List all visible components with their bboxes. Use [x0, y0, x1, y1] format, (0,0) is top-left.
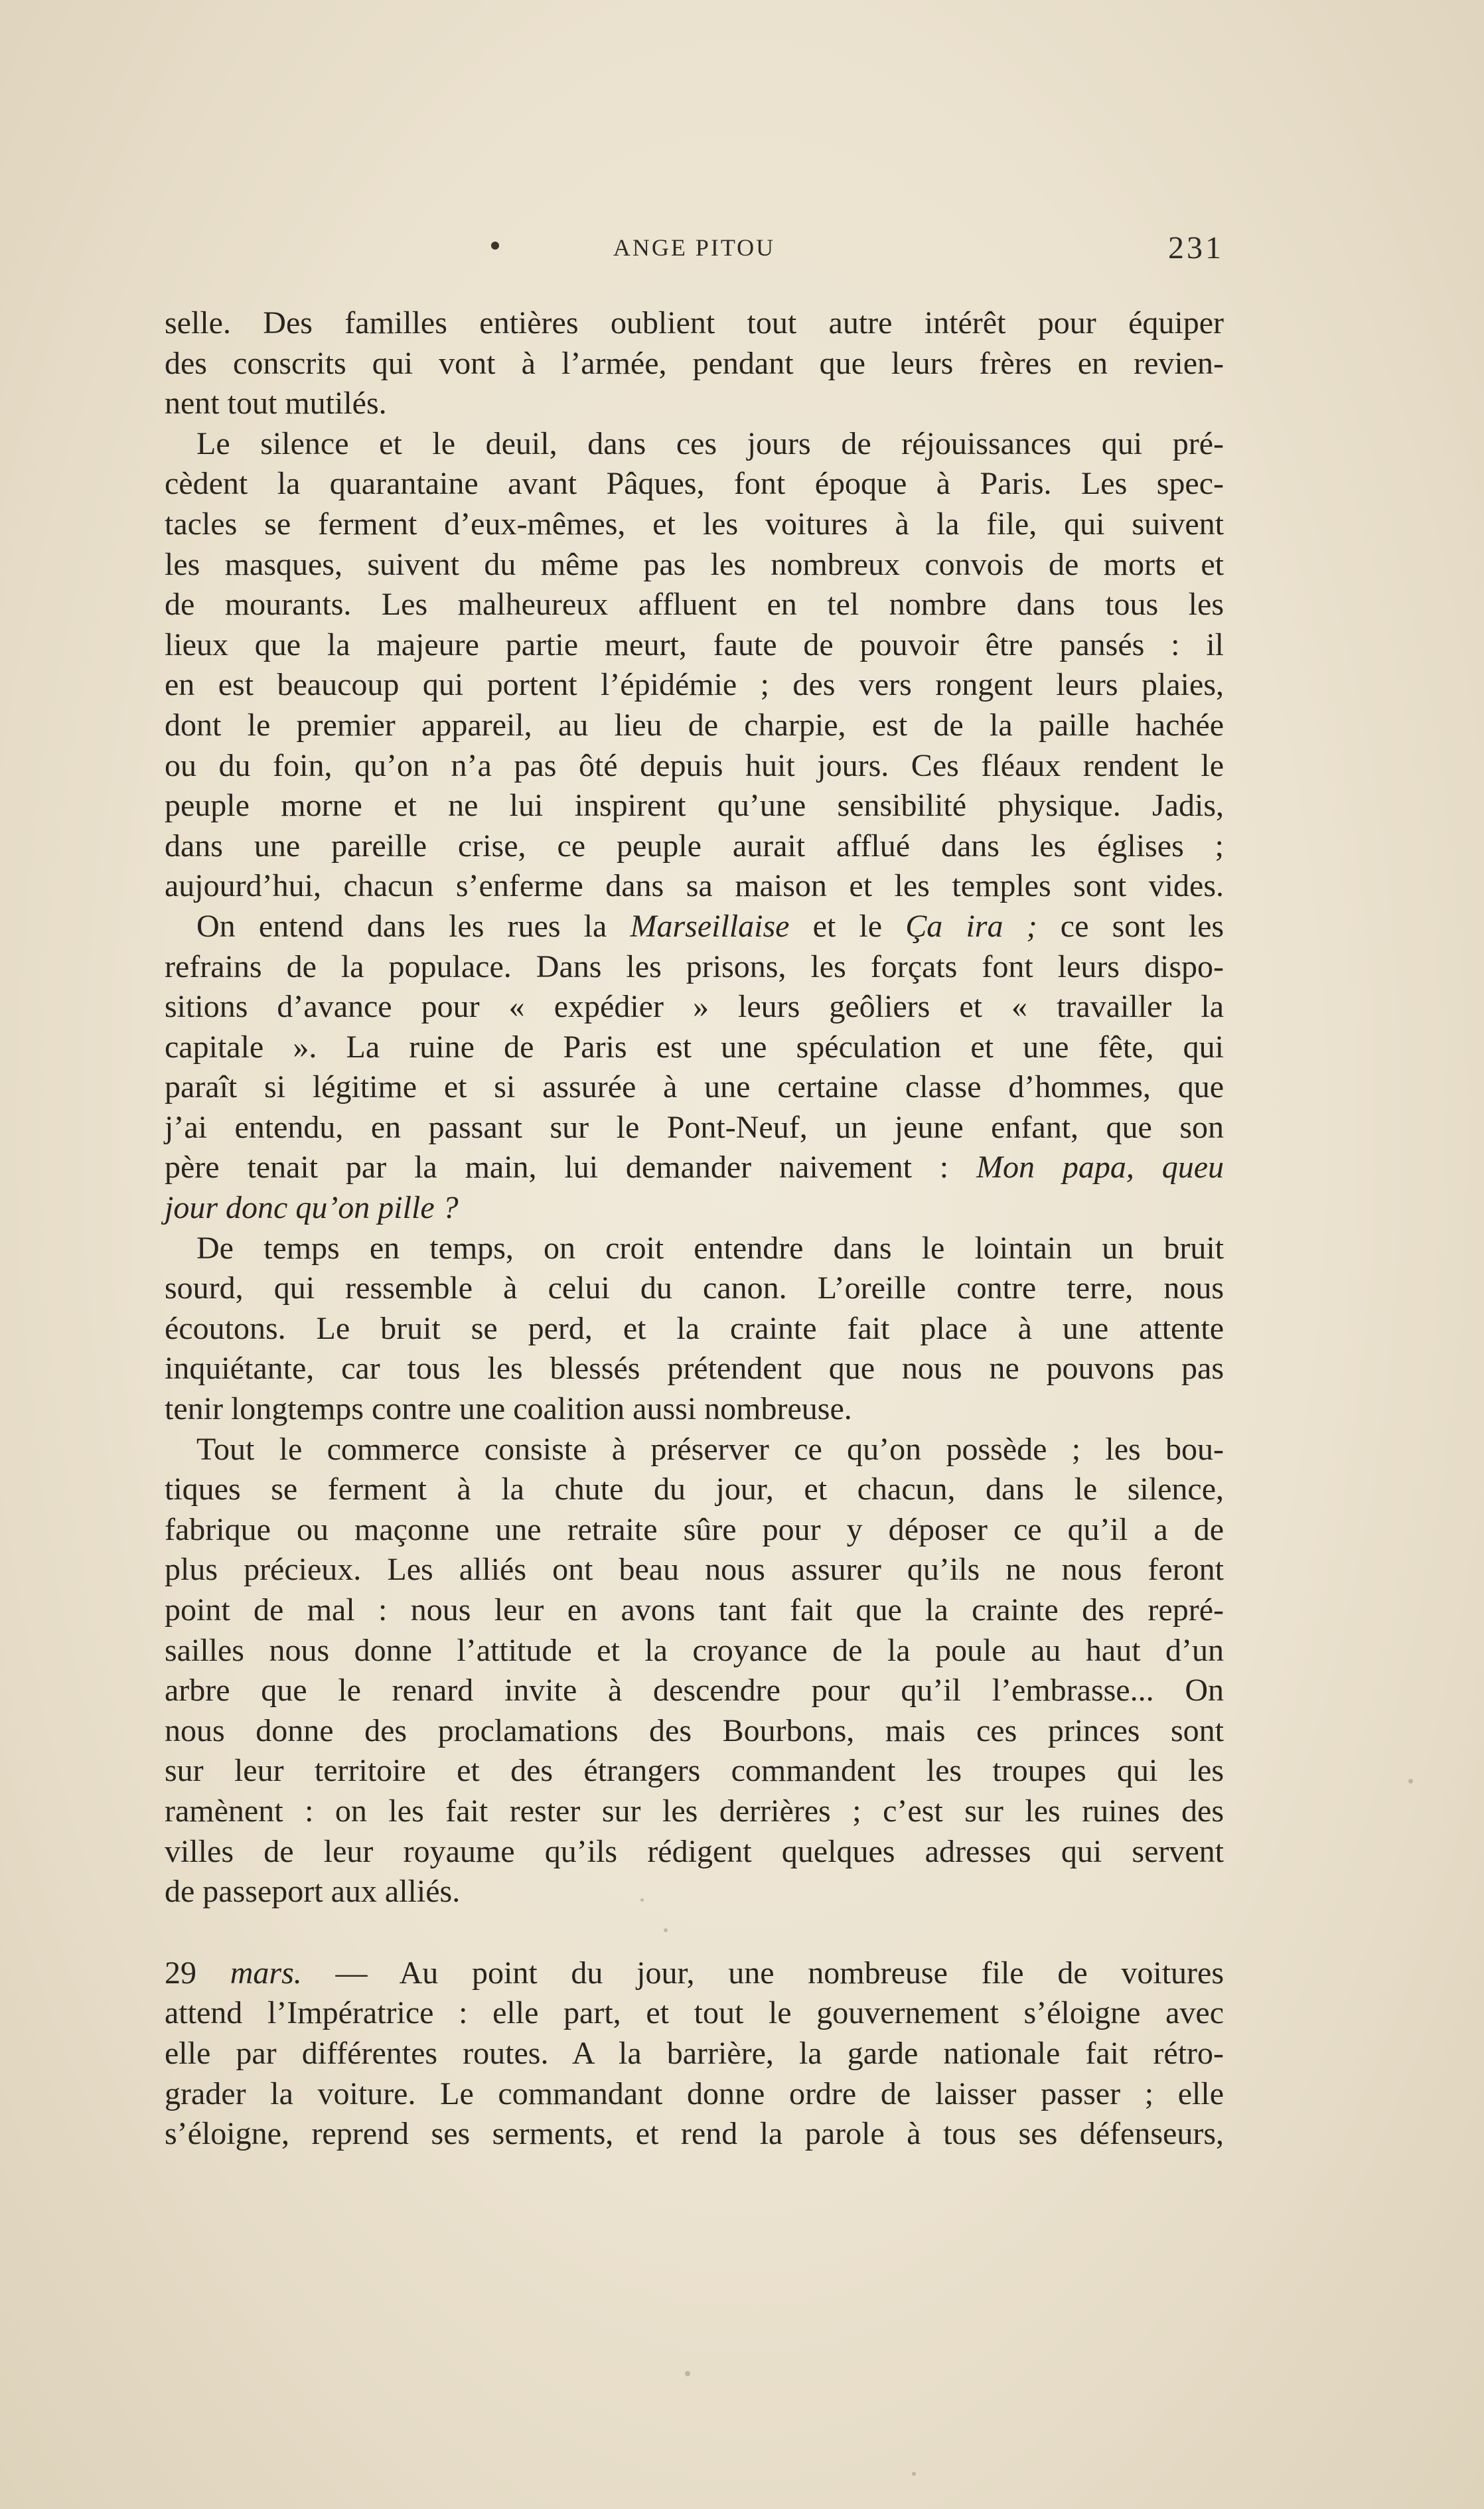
text-fragment: ce sont les — [1060, 908, 1224, 944]
text-fragment: père tenait par la main, lui demander naivement : — [165, 1150, 949, 1185]
text-line: paraît si légitime et si assurée à une certaine classe d’hommes, que — [165, 1069, 1224, 1105]
text-fragment: et le — [812, 908, 883, 944]
text-fragment: — Au point du jour, une nombreuse file de voitures — [335, 1955, 1224, 1991]
text-line: nous donne des proclamations des Bourbons, mais ces princes sont — [165, 1712, 1224, 1748]
text-line: plus précieux. Les alliés ont beau nous assurer qu’ils ne nous feront — [165, 1552, 1224, 1588]
text-line: aujourd’hui, chacun s’enferme dans sa maison et les temples sont vides. — [165, 868, 1224, 904]
running-title: ANGE PITOU — [613, 234, 776, 261]
text-line: écoutons. Le bruit se perd, et la crainte fait place à une attente — [165, 1310, 1224, 1346]
text-fragment: On entend dans les rues la — [196, 908, 607, 944]
italic-quote: Mon papa, queu — [976, 1150, 1224, 1185]
text-line: Tout le commerce consiste à préserver ce qu’on possède ; les bou- — [196, 1431, 1224, 1467]
text-line: sourd, qui ressemble à celui du canon. L’oreille contre terre, nous — [165, 1270, 1224, 1306]
italic-quote: jour donc qu’on pille ? — [165, 1190, 459, 1226]
entry-month: mars. — [230, 1955, 302, 1991]
text-line: elle par différentes routes. A la barrière, la garde nationale fait rétro- — [165, 2035, 1224, 2071]
text-line: arbre que le renard invite à descendre pour qu’il l’embrasse... On — [165, 1673, 1224, 1709]
text-line: en est beaucoup qui portent l’épidémie ; des vers rongent leurs plaies, — [165, 667, 1224, 703]
text-line: refrains de la populace. Dans les prisons, les forçats font leurs dispo- — [165, 949, 1224, 984]
text-line: ramènent : on les fait rester sur les derrières ; c’est sur les ruines des — [165, 1793, 1224, 1829]
text-line: s’éloigne, reprend ses serments, et rend la parole à tous ses défenseurs, — [165, 2116, 1224, 2152]
text-line: fabrique ou maçonne une retraite sûre pour y déposer ce qu’il a de — [165, 1511, 1224, 1547]
text-line — [165, 1148, 1224, 1188]
body-text — [165, 303, 1224, 2155]
text-line: nent tout mutilés. — [165, 386, 387, 421]
text-line: dont le premier appareil, au lieu de charpie, est de la paille hachée — [165, 707, 1224, 743]
text-line — [165, 1953, 1224, 1994]
text-line: des conscrits qui vont à l’armée, pendant que leurs frères en revien- — [165, 345, 1224, 381]
entry-date: 29 — [165, 1955, 196, 1991]
page-number: 231 — [1168, 230, 1224, 266]
text-line: sur leur territoire et des étrangers commandent les troupes qui les — [165, 1753, 1224, 1789]
text-line: les masques, suivent du même pas les nombreux convois de morts et — [165, 546, 1224, 582]
text-line: ou du foin, qu’on n’a pas ôté depuis huit jours. Ces fléaux rendent le — [165, 747, 1224, 783]
text-line: inquiétante, car tous les blessés prétendent que nous ne pouvons pas — [165, 1351, 1224, 1387]
text-line: de passeport aux alliés. — [165, 1874, 461, 1910]
text-line: cèdent la quarantaine avant Pâques, font époque à Paris. Les spec- — [165, 466, 1224, 502]
text-line — [165, 1188, 1224, 1229]
text-line: attend l’Impératrice : elle part, et tout le gouvernement s’éloigne avec — [165, 1995, 1224, 2031]
text-line — [165, 907, 1224, 947]
text-line: point de mal : nous leur en avons tant fait que la crainte des repré- — [165, 1592, 1224, 1628]
text-line: tiques se ferment à la chute du jour, et chacun, dans le silence, — [165, 1472, 1224, 1507]
text-line: De temps en temps, on croit entendre dans le lointain un bruit — [196, 1230, 1224, 1266]
paper-speck — [1408, 1779, 1413, 1784]
text-line: sailles nous donne l’attitude et la croyance de la poule au haut d’un — [165, 1632, 1224, 1668]
text-line: villes de leur royaume qu’ils rédigent quelques adresses qui servent — [165, 1833, 1224, 1869]
text-line: j’ai entendu, en passant sur le Pont-Neuf, un jeune enfant, que son — [165, 1109, 1224, 1145]
text-line: de mourants. Les malheureux affluent en tel nombre dans tous les — [165, 587, 1224, 623]
paper-speck — [912, 2472, 916, 2476]
text-line: dans une pareille crise, ce peuple aurait afflué dans les églises ; — [165, 828, 1224, 864]
text-line: sitions d’avance pour « expédier » leurs geôliers et « travailler la — [165, 989, 1224, 1025]
text-line: capitale ». La ruine de Paris est une spéculation et une fête, qui — [165, 1029, 1224, 1065]
text-line: tacles se ferment d’eux-mêmes, et les voitures à la file, qui suivent — [165, 506, 1224, 542]
paper-speck — [685, 2371, 690, 2376]
text-line: selle. Des familles entières oublient tout autre intérêt pour équiper — [165, 305, 1224, 341]
text-line: grader la voiture. Le commandant donne ordre de laisser passer ; elle — [165, 2076, 1224, 2111]
page-header — [165, 230, 1224, 273]
text-line: peuple morne et ne lui inspirent qu’une sensibilité physique. Jadis, — [165, 788, 1224, 824]
text-line: lieux que la majeure partie meurt, faute de pouvoir être pansés : il — [165, 627, 1224, 662]
text-line: tenir longtemps contre une coalition aussi nombreuse. — [165, 1391, 852, 1427]
text-line: Le silence et le deuil, dans ces jours de réjouissances qui pré- — [196, 425, 1224, 461]
italic-title: Ça ira ; — [905, 908, 1037, 944]
italic-title: Marseillaise — [630, 908, 790, 944]
section-gap — [165, 1912, 1224, 1953]
